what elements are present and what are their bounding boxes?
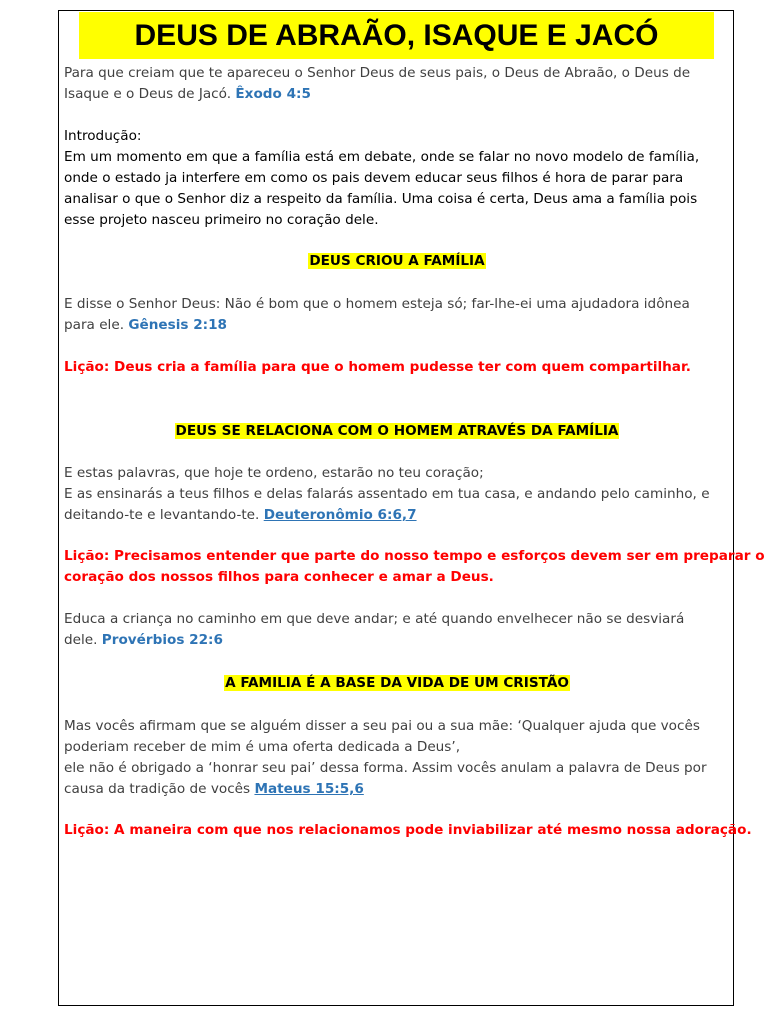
scripture-reference[interactable]: Êxodo 4:5 [235,86,311,102]
verse-line [64,505,417,526]
scripture-reference[interactable]: Gênesis 2:18 [128,317,228,333]
section-heading [59,421,735,442]
verse-line: ele não é obrigado a ‘honrar seu pai’ dessa forma. Assim vocês anulam a palavra de Deus por [64,760,707,776]
verse-line: poderiam receber de mim é uma oferta dedicada a Deus’, [64,739,461,755]
lesson-text: coração dos nossos filhos para conhecer e amar a Deus. [64,569,494,585]
verse-line: E estas palavras, que hoje te ordeno, estarão no teu coração; [64,465,484,481]
verse-line [64,630,223,651]
introduction-line: Em um momento em que a família está em debate, onde se falar no novo modelo de família, [64,149,700,165]
document-page [58,10,765,1006]
section-heading [59,673,735,694]
section-heading-text: DEUS SE RELACIONA COM O HOMEM ATRAVÉS DA FAMÍLIA [175,423,619,439]
scripture-reference[interactable]: Provérbios 22:6 [101,632,223,648]
section-heading-text: A FAMILIA É A BASE DA VIDA DE UM CRISTÃO [225,675,569,691]
section-heading-text: DEUS CRIOU A FAMÍLIA [309,253,485,269]
introduction-line: analisar o que o Senhor diz a respeito da família. Uma coisa é certa, Deus ama a família pois [64,191,698,207]
verse-text: para ele. [64,317,125,333]
section-heading [59,251,735,272]
intro-verse-line-1: Para que creiam que te apareceu o Senhor Deus de seus pais, o Deus de Abraão, o Deus de [64,65,691,81]
scripture-reference-link[interactable]: Mateus 15:5,6 [254,781,364,797]
intro-verse-line-2 [64,84,311,105]
verse-line [64,779,364,800]
lesson-text: Lição: Precisamos entender que parte do nosso tempo e esforços devem ser em preparar o [64,548,765,564]
introduction-label: Introdução: [64,128,142,144]
page-title: DEUS DE ABRAÃO, ISAQUE E JACÓ [134,19,659,52]
verse-line: E disse o Senhor Deus: Não é bom que o homem esteja só; far-lhe-ei uma ajudadora idônea [64,296,690,312]
scripture-reference-link[interactable]: Deuteronômio 6:6,7 [263,507,417,523]
introduction-line: onde o estado ja interfere em como os pais devem educar seus filhos é hora de parar para [64,170,684,186]
lesson-text: Lição: Deus cria a família para que o homem pudesse ter com quem compartilhar. [64,359,691,375]
verse-line: Mas vocês afirmam que se alguém disser a seu pai ou a sua mãe: ‘Qualquer ajuda que vocês [64,718,700,734]
verse-line: Educa a criança no caminho em que deve andar; e até quando envelhecer não se desviará [64,611,685,627]
verse-text: deitando-te e levantando-te. [64,507,260,523]
verse-text: causa da tradição de vocês [64,781,251,797]
title-highlight [79,12,714,59]
intro-verse-text: Isaque e o Deus de Jacó. [64,86,232,102]
introduction-line: esse projeto nasceu primeiro no coração dele. [64,212,379,228]
verse-text: dele. [64,632,98,648]
verse-line [64,315,227,336]
lesson-text: Lição: A maneira com que nos relacionamos pode inviabilizar até mesmo nossa adoração. [64,822,752,838]
verse-line: E as ensinarás a teus filhos e delas falarás assentado em tua casa, e andando pelo caminho, e [64,486,710,502]
